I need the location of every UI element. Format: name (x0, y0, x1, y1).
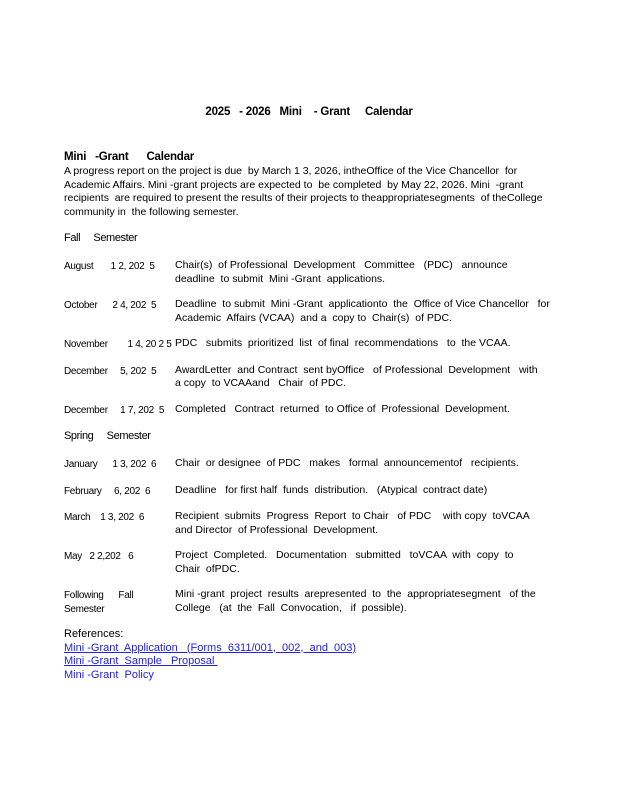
description-line: Mini -grant project results arepresented to the appropriatesegment of the (175, 588, 536, 600)
link-mini-grant-application[interactable]: Mini -Grant Application (Forms 6311/001, 002, and 003) (64, 641, 357, 654)
references-section (64, 628, 618, 682)
calendar-row-date: December 5, 202 5 (64, 365, 157, 377)
calendar-row-november (64, 337, 618, 352)
calendar-row-date: December 1 7, 202 5 (64, 404, 165, 416)
calendar-row-may (64, 549, 618, 576)
link-mini-grant-policy[interactable]: Mini -Grant Policy (64, 668, 154, 681)
calendar-row-date: January 1 3, 202 6 (64, 459, 157, 470)
intro-line: A progress report on the project is due by March 1 3, 2026, intheOffice of the Vice Chancellor for (64, 165, 518, 177)
description-line: Chair(s) of Professional Development Committee (PDC) announce (175, 259, 508, 271)
fall-semester-heading: Fall Semester (64, 232, 138, 244)
intro-paragraph (64, 165, 618, 219)
calendar-row-description (175, 364, 618, 391)
calendar-row-description (175, 588, 618, 616)
description-line: College (at the Fall Convocation, if possible). (175, 601, 407, 614)
description-line: PDC submits prioritized list of final recommendations to the VCAA. (175, 337, 511, 349)
calendar-row-date: August 1 2, 202 5 (64, 261, 155, 272)
calendar-row-date: February 6, 202 6 (64, 485, 151, 497)
references-label: References: (64, 628, 124, 640)
calendar-row-date: October 2 4, 202 5 (64, 300, 157, 311)
calendar-row-date (64, 588, 175, 616)
description-line: Chair ofPDC. (175, 562, 240, 575)
calendar-row-description (175, 510, 618, 537)
calendar-row-date: November 1 4, 20 2 5 (64, 339, 172, 350)
link-mini-grant-sample-proposal[interactable]: Mini -Grant Sample Proposal (64, 655, 218, 667)
description-line: Recipient submits Progress Report to Chair of PDC with copy toVCAA (175, 510, 530, 522)
spring-semester-heading: Spring Semester (64, 430, 151, 442)
description-line: and Director of Professional Development. (175, 523, 379, 536)
calendar-row-description (175, 403, 618, 418)
calendar-heading: Mini -Grant Calendar (64, 151, 195, 163)
intro-line: Academic Affairs. Mini -grant projects are expected to be completed by May 22, 2026. Mini -grant (64, 178, 524, 191)
description-line: Chair or designee of PDC makes formal announcementof recipients. (175, 457, 519, 469)
calendar-row-december-5 (64, 364, 618, 391)
calendar-row-october (64, 298, 618, 325)
calendar-row-march (64, 510, 618, 537)
description-line: Completed Contract returned to Office of Professional Development. (175, 402, 510, 415)
document-title: 2025 - 2026 Mini - Grant Calendar (205, 106, 413, 118)
intro-line: recipients are required to present the results of their projects to theappropriatesegments of theCollege (64, 192, 543, 204)
description-line: Deadline for first half funds distribution. (Atypical contract date) (175, 483, 488, 496)
calendar-row-description (175, 259, 618, 286)
calendar-row-december-17 (64, 403, 618, 418)
calendar-row-following-fall (64, 588, 618, 616)
calendar-row-description (175, 484, 618, 499)
calendar-row-august (64, 259, 618, 286)
calendar-row-description (175, 298, 618, 325)
description-line: AwardLetter and Contract sent byOffice of Professional Development with (175, 363, 538, 376)
calendar-row-description (175, 457, 618, 472)
date-line: Semester (64, 603, 105, 615)
calendar-row-february (64, 484, 618, 499)
intro-line: community in the following semester. (64, 205, 239, 218)
description-line: Deadline to submit Mini -Grant applicationto the Office of Vice Chancellor for (175, 298, 550, 310)
calendar-row-date: May 2 2,202 6 (64, 551, 134, 562)
description-line: a copy to VCAAand Chair of PDC. (175, 377, 346, 389)
calendar-row-date: March 1 3, 202 6 (64, 512, 145, 523)
calendar-row-january (64, 457, 618, 472)
date-line: Following Fall (64, 590, 134, 601)
calendar-row-description (175, 337, 618, 352)
description-line: deadline to submit Mini -Grant applications. (175, 272, 386, 285)
description-line: Project Completed. Documentation submitted toVCAA with copy to (175, 549, 514, 561)
description-line: Academic Affairs (VCAA) and a copy to Chair(s) of PDC. (175, 311, 452, 324)
calendar-row-description (175, 549, 618, 576)
